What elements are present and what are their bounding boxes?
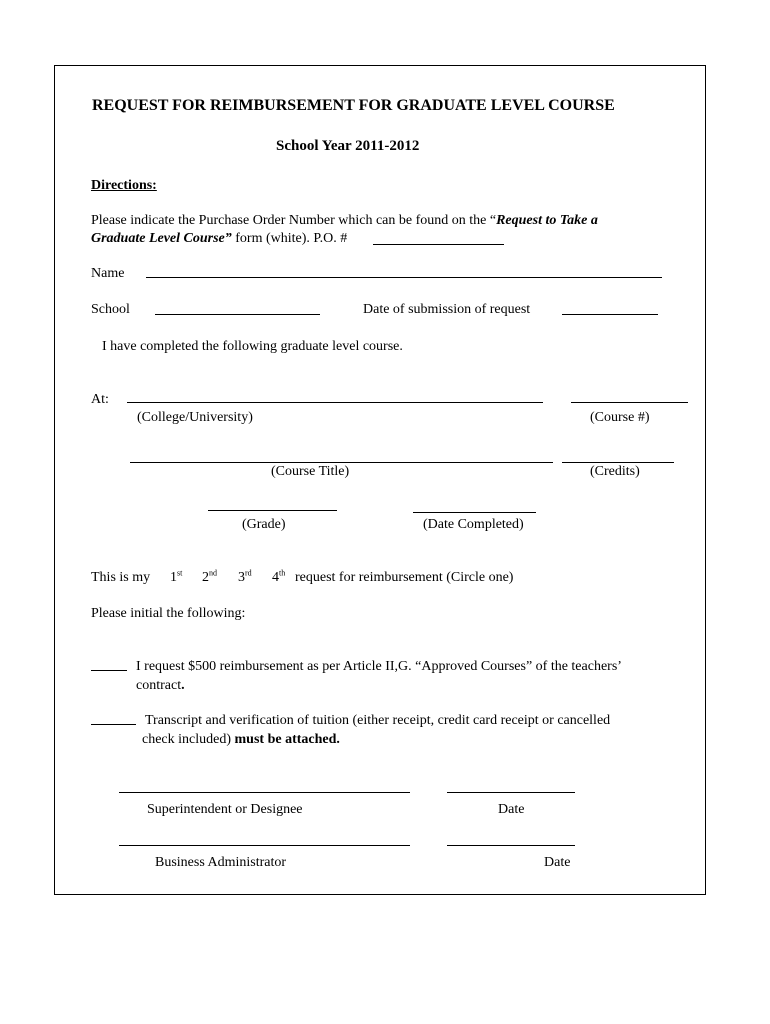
name-label: Name xyxy=(91,266,125,281)
item-2-required: must be attached. xyxy=(234,732,340,747)
superintendent-date-label: Date xyxy=(498,802,525,817)
ordinal-number: 1 xyxy=(170,570,177,585)
completed-statement: I have completed the following graduate level course. xyxy=(102,339,403,354)
directions-form-name-cont: Graduate Level Course” xyxy=(91,231,232,246)
directions-po-label: form (white). P.O. # xyxy=(231,231,348,246)
school-year: School Year 2011-2012 xyxy=(276,138,420,154)
ordinal-suffix: rd xyxy=(245,568,252,578)
initial-field-2[interactable] xyxy=(91,724,136,725)
directions-form-name: Request to Take a xyxy=(496,213,598,228)
name-field[interactable] xyxy=(146,277,662,278)
at-label: At: xyxy=(91,392,109,407)
item-2-line-2 xyxy=(142,731,340,748)
business-admin-date-field[interactable] xyxy=(447,845,575,846)
ordinal-4th[interactable] xyxy=(272,569,285,586)
course-number-field[interactable] xyxy=(571,402,688,403)
date-completed-label: (Date Completed) xyxy=(423,517,524,532)
superintendent-signature-field[interactable] xyxy=(119,792,410,793)
course-title-label: (Course Title) xyxy=(271,464,350,479)
school-field[interactable] xyxy=(155,314,320,315)
form-title: REQUEST FOR REIMBURSEMENT FOR GRADUATE LEVEL COURSE xyxy=(92,97,615,114)
ordinal-suffix: th xyxy=(279,568,286,578)
superintendent-date-field[interactable] xyxy=(447,792,575,793)
ordinal-suffix: nd xyxy=(209,568,217,578)
grade-field[interactable] xyxy=(208,510,337,511)
college-label: (College/University) xyxy=(137,410,253,425)
superintendent-label: Superintendent or Designee xyxy=(147,802,303,817)
directions-heading: Directions: xyxy=(91,178,157,193)
business-admin-date-label: Date xyxy=(544,855,571,870)
credits-label: (Credits) xyxy=(590,464,640,479)
date-completed-field[interactable] xyxy=(413,512,536,513)
po-number-field[interactable] xyxy=(373,244,504,245)
date-submission-field[interactable] xyxy=(562,314,658,315)
ordinal-number: 4 xyxy=(272,570,279,585)
ordinal-number: 3 xyxy=(238,570,245,585)
initial-heading: Please initial the following: xyxy=(91,606,246,621)
item-1-period: . xyxy=(181,678,185,693)
grade-label: (Grade) xyxy=(242,517,286,532)
directions-line-1 xyxy=(91,212,598,229)
business-admin-signature-field[interactable] xyxy=(119,845,410,846)
ordinal-suffix: st xyxy=(177,568,183,578)
directions-text: Please indicate the Purchase Order Number which can be found on the “ xyxy=(91,213,497,228)
ordinal-1st[interactable] xyxy=(170,569,182,586)
ordinal-2nd[interactable] xyxy=(202,569,217,586)
school-label: School xyxy=(91,302,130,317)
initial-field-1[interactable] xyxy=(91,670,127,671)
business-admin-label: Business Administrator xyxy=(155,855,287,870)
item-2-line-1: Transcript and verification of tuition (either receipt, credit card receipt or cancelled xyxy=(145,713,611,728)
item-1-line-2 xyxy=(136,677,185,694)
request-prefix: This is my xyxy=(91,570,151,585)
ordinal-3rd[interactable] xyxy=(238,569,252,586)
college-field[interactable] xyxy=(127,402,543,403)
ordinal-number: 2 xyxy=(202,570,209,585)
item-1-text: contract xyxy=(136,678,182,693)
request-suffix: request for reimbursement (Circle one) xyxy=(295,570,514,585)
item-2-text: check included) xyxy=(142,732,235,747)
directions-line-2 xyxy=(91,230,347,247)
course-number-label: (Course #) xyxy=(590,410,650,425)
item-1-line-1: I request $500 reimbursement as per Article II,G. “Approved Courses” of the teachers’ xyxy=(136,659,622,674)
date-submission-label: Date of submission of request xyxy=(363,302,531,317)
